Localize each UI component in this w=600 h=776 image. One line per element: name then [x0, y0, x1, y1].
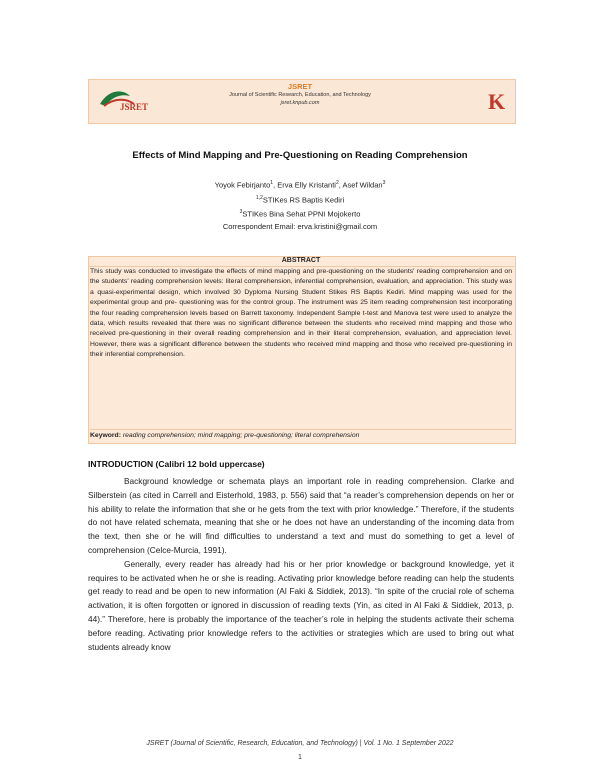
- author-1: Yoyok Febirjanto: [214, 180, 271, 190]
- correspondent-email: Correspondent Email: erva.kristini@gmail.com: [222, 221, 378, 231]
- introduction-heading: INTRODUCTION (Calibri 12 bold uppercase): [88, 459, 265, 469]
- author-2: Erva Elly Kristanti: [277, 180, 336, 190]
- journal-url[interactable]: jsret.knpub.com: [280, 100, 320, 106]
- journal-full-name: Journal of Scientific Research, Education, and Technology: [229, 92, 371, 98]
- paper-title: Effects of Mind Mapping and Pre-Questioning on Reading Comprehension: [132, 150, 468, 161]
- abstract-text: This study was conducted to investigate the effects of mind mapping and pre-questioning on the students' reading comprehension and on the students' reading comprehension levels: literal comprehension, inferential comprehension, evaluation, and appreciation. This study was a quasi-experimental design, which involved 30 Dyploma Nursing Student Stikes RS Baptis Kediri. Mind mapping was used for the experimental group and pre- questioning was for the control group. The instrument was 25 item reading comprehension test incorporating the four reading comprehension levels based on Barrett taxonomy. Independent Sample t-test and Manova test were used to analyze the data, which results revealed that there was no significant difference between the students who received mind mapping and those who received pre-questioning in their overall reading comprehension and in their literal comprehension, evaluation, and appreciation level. However, there was a significant difference between the students who received mind mapping and those who received pre-questioning in their inferential comprehension.: [90, 268, 512, 359]
- logo-text: JSRET: [120, 102, 149, 112]
- page-number: 1: [298, 754, 302, 761]
- author-1-sup: 1: [270, 180, 274, 186]
- intro-paragraph-2: Generally, every reader has already had his or her prior knowledge or background knowledge, yet it requires to be activated when he or she is reading. Activating prior knowledge before reading can help the students get ready to read and be open to new information (Al Faki & Siddiek, 2013). “In spite of the crucial role of schema activation, it is often forgotten or ignored in discussion of reading texts (Yin, as cited in Al Faki & Siddiek, 2013, p. 44).” Therefore, here is probably the importance of the teacher’s role in helping the students activate their schema before reading. Activating prior knowledge refers to the activities or strategies which are used to bring out what students already know: [88, 558, 514, 652]
- affiliation-2: $^3$STIKes Bina Sehat PPNI Mojokerto: [239, 209, 361, 219]
- publisher-letter: K: [488, 89, 506, 114]
- keyword-label: Keyword:: [90, 432, 121, 439]
- author-block: [100, 177, 500, 233]
- jsret-logo: [96, 84, 156, 114]
- keywords-line: [90, 429, 512, 441]
- author-3: Asef Wildan: [342, 180, 383, 190]
- affiliation-1: $^{1,2}$STIKes RS Baptis Kediri: [255, 194, 345, 204]
- journal-header: [160, 82, 440, 107]
- introduction-body: [88, 475, 514, 654]
- footer-citation: JSRET (Journal of Scientific, Research, Education, and Technology) | Vol. 1 No. 1 September 2022: [146, 740, 454, 747]
- intro-paragraph-1: Background knowledge or schemata plays an important role in reading comprehension. Clarke and Silberstein (as cited in Carrell and Eisterhold, 1983, p. 556) said that “a reader’s comprehension depends on her or his ability to relate the information that she or he gets from the text with prior knowledge.” Therefore, if the students do not have related schemata, meaning that she or he does not have an understanding of the incoming data from the text, then she or he will find difficulties to understand a text and must do something to get a level of comprehension (Celce-Murcia, 1991).: [88, 476, 514, 555]
- author-list: Yoyok Febirjanto$^1$, Erva Elly Kristanti$^2$, Asef Wildan$^3$: [214, 180, 386, 190]
- publisher-k-logo: [486, 88, 506, 114]
- keyword-list: reading comprehension; mind mapping; pre-questioning; literal comprehension: [122, 432, 360, 439]
- author-2-sup: 2: [335, 180, 339, 186]
- journal-short-name: JSRET: [287, 82, 313, 91]
- author-3-sup: 3: [382, 180, 386, 186]
- abstract-heading: ABSTRACT: [88, 256, 514, 267]
